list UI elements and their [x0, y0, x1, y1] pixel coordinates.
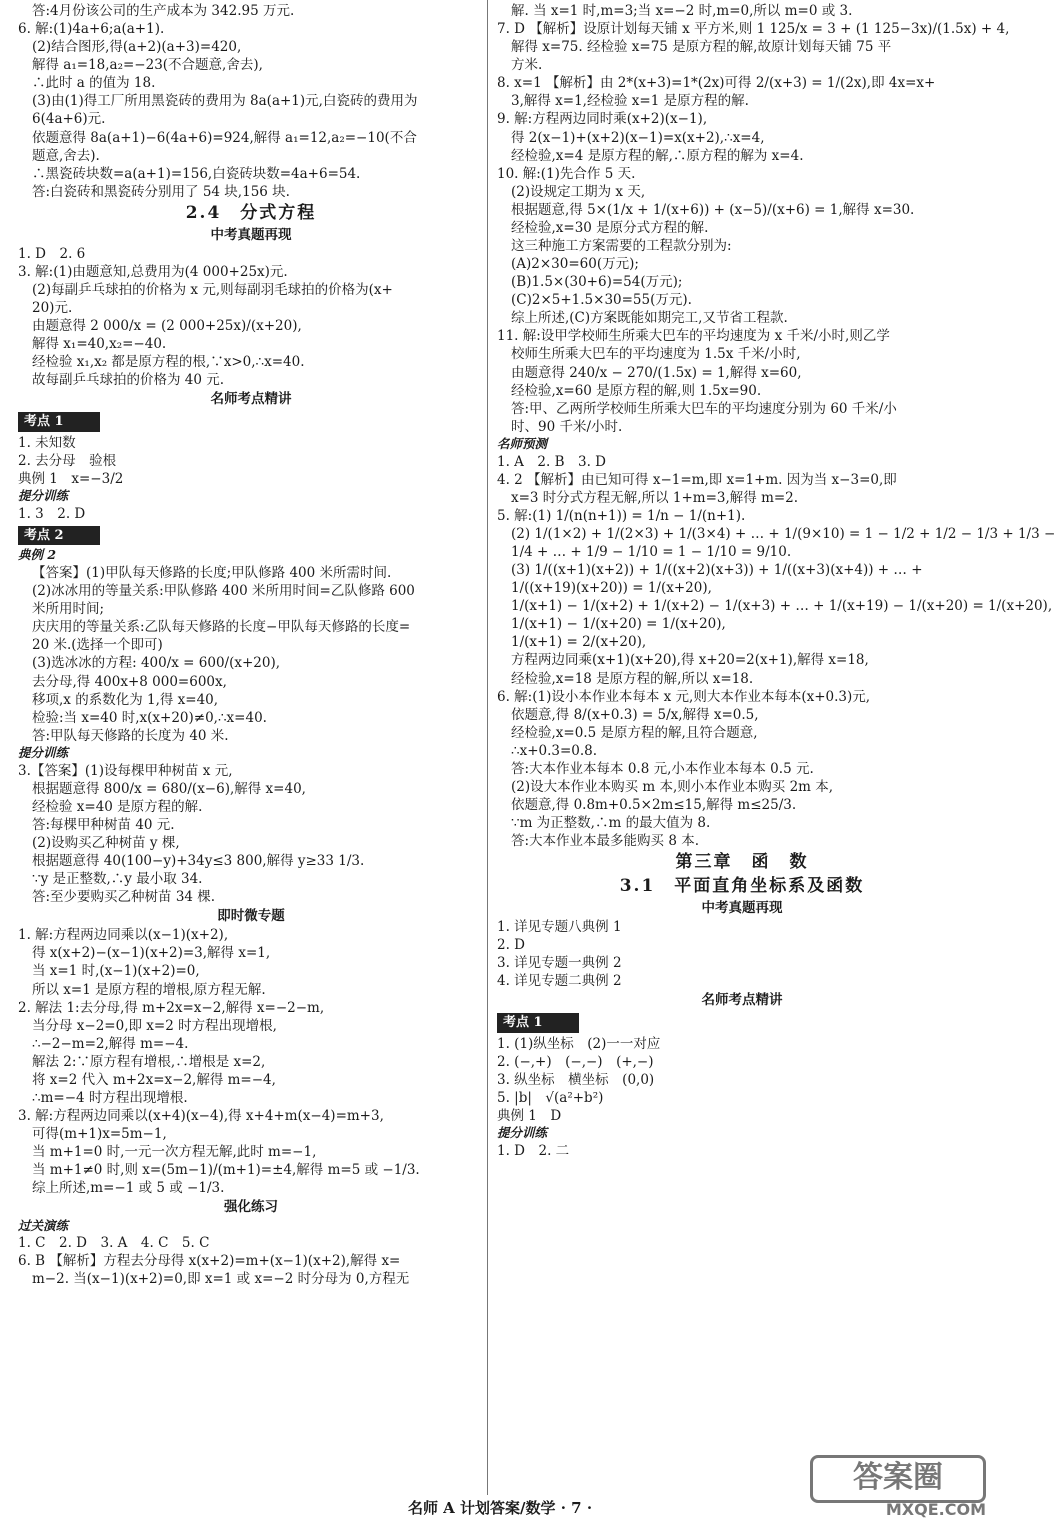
text-line: (2)设购买乙种树苗 y 棵,	[32, 834, 180, 851]
text-line: 当 x=1 时,(x−1)(x+2)=0,	[32, 963, 200, 980]
text-line: 1/(x+1) − 1/(x+20) = 1/(x+20),	[511, 616, 726, 633]
text-line: 3. 详见专题一典例 2	[497, 955, 622, 972]
text-line: 庆庆用的等量关系:乙队每天修路的长度−甲队每天修路的长度=	[32, 619, 411, 636]
watermark-logo: 答案圈	[810, 1455, 986, 1503]
text-line: 3,解得 x=1,经检验 x=1 是原方程的解.	[511, 93, 749, 110]
text-line: (2)设大本作业本购买 m 本,则小本作业本购买 2m 本,	[511, 779, 834, 796]
text-line: 1. D 2. 6	[18, 245, 86, 262]
subheading: 提分训练	[18, 744, 69, 760]
text-line: (2)设规定工期为 x 天,	[511, 183, 646, 200]
text-line: ∴黑瓷砖块数=a(a+1)=156,白瓷砖块数=4a+6=54.	[32, 165, 361, 182]
text-line: 1. D 2. 二	[497, 1142, 570, 1159]
text-line: 方程两边同乘(x+1)(x+20),得 x+20=2(x+1),解得 x=18,	[511, 652, 869, 669]
text-line: 将 x=2 代入 m+2x=x−2,解得 m=−4,	[32, 1071, 276, 1088]
subsection-title: 即时微专题	[217, 908, 285, 925]
text-line: 依题意,得 0.8m+0.5×2m≤15,解得 m≤25/3.	[511, 797, 797, 814]
text-line: 2. (−,+) (−,−) (+,−)	[497, 1053, 654, 1070]
subheading: 提分训练	[497, 1125, 548, 1141]
text-line: 经检验,x=0.5 是原方程的解,且符合题意,	[511, 724, 758, 741]
text-line: x=3 时分式方程无解,所以 1+m=3,解得 m=2.	[511, 489, 799, 506]
text-line: 依题意,得 8/(x+0.3) = 5/x,解得 x=0.5,	[511, 706, 759, 723]
text-line: 3. 解:方程两边同乘以(x+4)(x−4),得 x+4+m(x−4)=m+3,	[18, 1108, 384, 1125]
text-line: 米所用时间;	[32, 601, 105, 618]
subsection-title: 中考真题再现	[701, 899, 783, 916]
text-line: 3. 纵坐标 横坐标 (0,0)	[497, 1071, 655, 1088]
text-line: ∴m=−4 时方程出现增根.	[32, 1089, 188, 1106]
text-line: 可得(m+1)x=5m−1,	[32, 1126, 167, 1143]
text-line: 典例 1 D	[497, 1108, 562, 1125]
subheading: 提分训练	[18, 488, 69, 504]
text-line: (3)由(1)得工厂所用黑瓷砖的费用为 8a(a+1)元,白瓷砖的费用为	[32, 93, 418, 110]
section-title: 第三章 函 数	[675, 852, 809, 873]
text-line: 1. 未知数	[18, 434, 76, 451]
text-line: 1. 详见专题八典例 1	[497, 918, 622, 935]
text-line: ∴x+0.3=0.8.	[511, 742, 598, 759]
text-line: 10. 解:(1)先合作 5 天.	[497, 165, 636, 182]
text-line: 解得 x=75. 经检验 x=75 是原方程的解,故原计划每天铺 75 平	[511, 39, 892, 56]
text-line: (2)每副乒乓球拍的价格为 x 元,则每副羽毛球拍的价格为(x+	[32, 281, 393, 298]
text-line: 经检验,x=30 是原分式方程的解.	[511, 219, 709, 236]
topic-tag: 考点 2	[18, 526, 100, 545]
text-line: ∵y 是正整数,∴y 最小取 34.	[32, 871, 203, 888]
topic-tag: 考点 1	[497, 1013, 579, 1032]
text-line: 去分母,得 400x+8 000=600x,	[32, 673, 227, 690]
text-line: 8. x=1 【解析】由 2*(x+3)=1*(2x)可得 2/(x+3) = 1/(2x),即 4x=x+	[497, 75, 936, 92]
text-line: 20)元.	[32, 299, 73, 316]
text-line: 20 米.(选择一个即可)	[32, 637, 163, 654]
text-line: (C)2×5+1.5×30=55(万元).	[511, 292, 692, 309]
text-line: 当分母 x−2=0,即 x=2 时方程出现增根,	[32, 1017, 277, 1034]
text-line: 5. |b| √(a²+b²)	[497, 1089, 604, 1106]
text-line: 6. 解:(1)4a+6;a(a+1).	[18, 21, 165, 38]
section-title: 2.4 分式方程	[185, 202, 317, 223]
text-line: (3)选冰冰的方程: 400/x = 600/(x+20),	[32, 655, 281, 672]
watermark-url: MXQE.COM	[885, 1500, 986, 1519]
text-line: 故每副乒乓球拍的价格为 40 元.	[32, 372, 225, 389]
text-line: 综上所述,(C)方案既能如期完工,又节省工程款.	[511, 310, 788, 327]
page-footer: 名师 A 计划答案/数学 · 7 ·	[407, 1499, 593, 1517]
text-line: (3) 1/((x+1)(x+2)) + 1/((x+2)(x+3)) + 1/((x+3)(x+4)) + … +	[511, 562, 923, 579]
right-column	[497, 2, 1055, 1160]
text-line: 得 2(x−1)+(x+2)(x−1)=x(x+2),∴x=4,	[511, 129, 765, 146]
text-line: 答:甲、乙两所学校师生所乘大巴车的平均速度分别为 60 千米/小	[511, 400, 897, 417]
subsection-title: 中考真题再现	[210, 226, 292, 243]
text-line: 答:大本作业本每本 0.8 元,小本作业本每本 0.5 元.	[511, 760, 814, 777]
text-line: (2)冰冰用的等量关系:甲队修路 400 米所用时间=乙队修路 600	[32, 583, 415, 600]
text-line: ∴−2−m=2,解得 m=−4.	[32, 1035, 189, 1052]
section-title: 3.1 平面直角坐标系及函数	[619, 876, 865, 897]
subheading: 过关演练	[18, 1217, 69, 1233]
text-line: 题意,舍去).	[32, 147, 100, 164]
text-line: 1. 3 2. D	[18, 505, 86, 522]
topic-tag: 考点 1	[18, 412, 100, 431]
text-line: 1/(x+1) = 2/(x+20),	[511, 634, 647, 651]
subheading: 名师预测	[497, 435, 548, 451]
text-line: 答:每棵甲种树苗 40 元.	[32, 816, 175, 833]
text-line: 经检验,x=18 是原方程的解,所以 x=18.	[511, 670, 754, 687]
text-line: 得 x(x+2)−(x−1)(x+2)=3,解得 x=1,	[32, 945, 271, 962]
text-line: 当 m+1=0 时,一元一次方程无解,此时 m=−1,	[32, 1144, 317, 1161]
text-line: 【答案】(1)甲队每天修路的长度;甲队修路 400 米所需时间.	[32, 565, 392, 582]
text-line: 由题意得 2 000/x = (2 000+25x)/(x+20),	[32, 318, 302, 335]
text-line: 根据题意,得 5×(1/x + 1/(x+6)) + (x−5)/(x+6) = 1,解得 x=30.	[511, 201, 915, 218]
text-line: 3. 解:(1)由题意知,总费用为(4 000+25x)元.	[18, 263, 288, 280]
text-line: 由题意得 240/x − 270/(1.5x) = 1,解得 x=60,	[511, 364, 802, 381]
text-line: 方米.	[511, 57, 543, 74]
text-line: 4. 详见专题二典例 2	[497, 973, 622, 990]
text-line: 答:甲队每天修路的长度为 40 米.	[32, 727, 229, 744]
text-line: ∴此时 a 的值为 18.	[32, 75, 156, 92]
text-line: 经检验 x₁,x₂ 都是原方程的根,∵x>0,∴x=40.	[32, 354, 305, 371]
text-line: (2)结合图形,得(a+2)(a+3)=420,	[32, 39, 242, 56]
text-line: 5. 解:(1) 1/(n(n+1)) = 1/n − 1/(n+1).	[497, 507, 746, 524]
text-line: 答:白瓷砖和黑瓷砖分别用了 54 块,156 块.	[32, 183, 290, 200]
text-line: 这三种施工方案需要的工程款分别为:	[511, 238, 732, 255]
text-line: m−2. 当(x−1)(x+2)=0,即 x=1 或 x=−2 时分母为 0,方程无	[32, 1271, 410, 1288]
text-line: 1. A 2. B 3. D	[497, 453, 607, 470]
text-line: 7. D 【解析】设原计划每天铺 x 平方米,则 1 125/x = 3 + (1 125−3x)/(1.5x) + 4,	[497, 21, 1010, 38]
text-line: 9. 解:方程两边同时乘(x+2)(x−1),	[497, 111, 708, 128]
text-line: 所以 x=1 是原方程的增根,原方程无解.	[32, 981, 266, 998]
text-line: 经检验 x=40 是原方程的解.	[32, 798, 203, 815]
text-line: 综上所述,m=−1 或 5 或 −1/3.	[32, 1180, 225, 1197]
text-line: 答:大本作业本最多能购买 8 本.	[511, 833, 700, 850]
text-line: 根据题意得 800/x = 680/(x−6),解得 x=40,	[32, 780, 306, 797]
text-line: (A)2×30=60(万元);	[511, 256, 639, 273]
subsection-title: 名师考点精讲	[210, 391, 292, 408]
subsection-title: 强化练习	[224, 1199, 278, 1216]
text-line: 3.【答案】(1)设每棵甲种树苗 x 元,	[18, 762, 233, 779]
text-line: 解法 2:∵原方程有增根,∴增根是 x=2,	[32, 1053, 266, 1070]
text-line: 答:至少要购买乙种树苗 34 棵.	[32, 889, 216, 906]
left-column	[18, 2, 484, 1289]
text-line: 解. 当 x=1 时,m=3;当 x=−2 时,m=0,所以 m=0 或 3.	[511, 3, 853, 19]
text-line: 典例 1 x=−3/2	[18, 470, 124, 487]
text-line: 1/4 + … + 1/9 − 1/10 = 1 − 1/10 = 9/10.	[511, 544, 792, 561]
text-line: 检验:当 x=40 时,x(x+20)≠0,∴x=40.	[32, 709, 267, 726]
text-line: (B)1.5×(30+6)=54(万元);	[511, 274, 683, 291]
text-line: 解得 a₁=18,a₂=−23(不合题意,舍去),	[32, 57, 263, 74]
text-line: 答:4月份该公司的生产成本为 342.95 万元.	[32, 3, 295, 19]
text-line: ∵m 为正整数,∴m 的最大值为 8.	[511, 815, 711, 832]
subheading: 典例 2	[18, 547, 57, 563]
text-line: 移项,x 的系数化为 1,得 x=40,	[32, 691, 219, 708]
text-line: 1. C 2. D 3. A 4. C 5. C	[18, 1235, 210, 1252]
text-line: 6. 解:(1)设小本作业本每本 x 元,则大本作业本每本(x+0.3)元,	[497, 688, 871, 705]
text-line: 经检验,x=4 是原方程的解,∴原方程的解为 x=4.	[511, 147, 804, 164]
text-line: 依题意得 8a(a+1)−6(4a+6)=924,解得 a₁=12,a₂=−10(不合	[32, 129, 417, 146]
text-line: 1. 解:方程两边同乘以(x−1)(x+2),	[18, 927, 229, 944]
text-line: 经检验,x=60 是原方程的解,则 1.5x=90.	[511, 382, 762, 399]
text-line: 1. (1)纵坐标 (2)一一对应	[497, 1035, 661, 1052]
text-line: 解得 x₁=40,x₂=−40.	[32, 336, 167, 353]
text-line: 6(4a+6)元.	[32, 111, 106, 128]
text-line: 当 m+1≠0 时,则 x=(5m−1)/(m+1)=±4,解得 m=5 或 −1/3.	[32, 1162, 420, 1179]
subsection-title: 名师考点精讲	[701, 992, 783, 1009]
text-line: 时、90 千米/小时.	[511, 418, 623, 435]
column-divider	[487, 0, 488, 1495]
text-line: (2) 1/(1×2) + 1/(2×3) + 1/(3×4) + … + 1/(9×10) = 1 − 1/2 + 1/2 − 1/3 + 1/3 −	[511, 525, 1055, 542]
text-line: 校师生所乘大巴车的平均速度为 1.5x 千米/小时,	[511, 346, 801, 363]
watermark	[816, 1455, 986, 1517]
text-line: 1/(x+1) − 1/(x+2) + 1/(x+2) − 1/(x+3) + … + 1/(x+19) − 1/(x+20) = 1/(x+20),	[511, 598, 1053, 615]
text-line: 2. 解法 1:去分母,得 m+2x=x−2,解得 x=−2−m,	[18, 999, 325, 1016]
text-line: 4. 2 【解析】由已知可得 x−1=m,即 x=1+m. 因为当 x−3=0,即	[497, 471, 897, 488]
text-line: 2. D	[497, 937, 525, 954]
text-line: 11. 解:设甲学校师生所乘大巴车的平均速度为 x 千米/小时,则乙学	[497, 328, 890, 345]
text-line: 2. 去分母 验根	[18, 452, 117, 469]
text-line: 1/((x+19)(x+20)) = 1/(x+20),	[511, 580, 712, 597]
text-line: 6. B 【解析】方程去分母得 x(x+2)=m+(x−1)(x+2),解得 x=	[18, 1253, 401, 1270]
text-line: 根据题意得 40(100−y)+34y≤3 800,解得 y≥33 1/3.	[32, 852, 365, 869]
